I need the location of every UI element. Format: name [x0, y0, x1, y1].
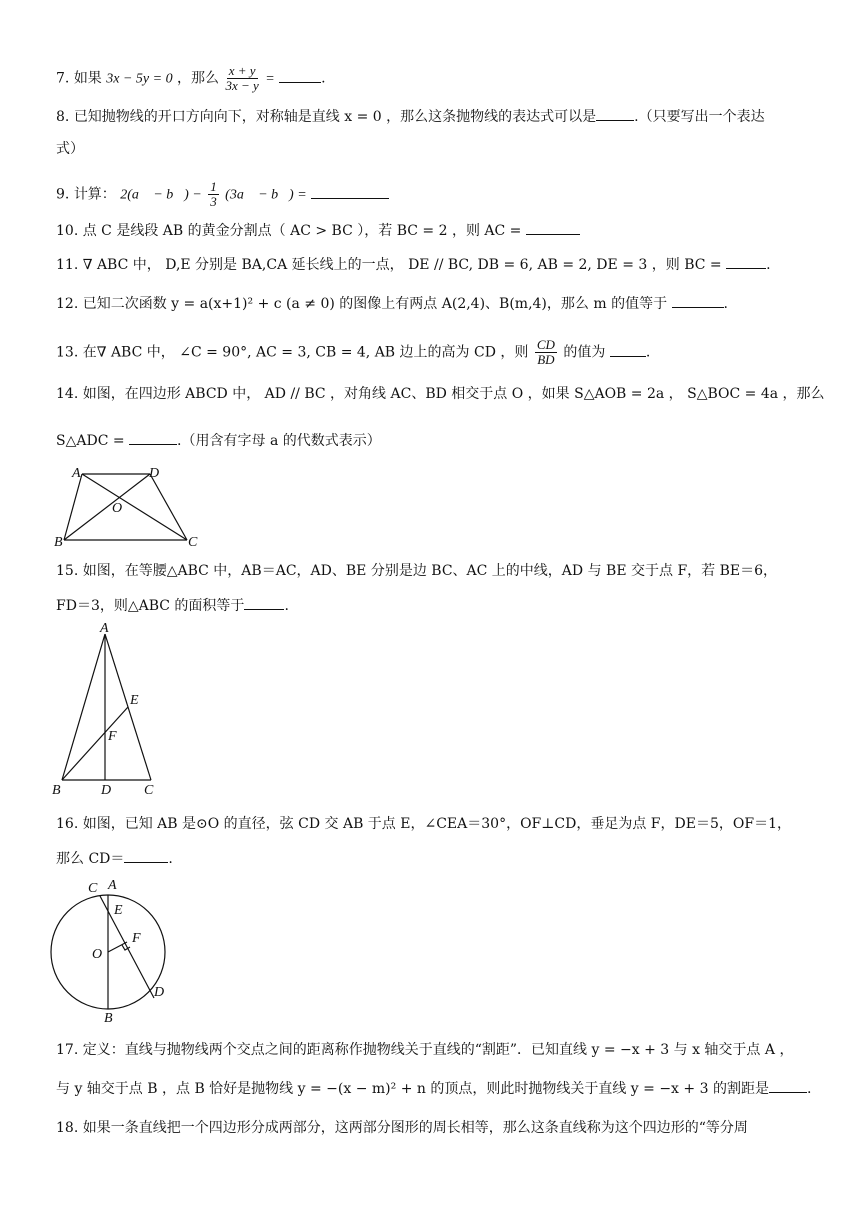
label-C: C [88, 881, 98, 896]
question-8 [56, 106, 765, 127]
q-text: .（只要写出一个表达 [634, 109, 765, 125]
q-number: 12. [56, 296, 79, 312]
label-C: C [188, 535, 198, 550]
q-number: 17. [56, 1042, 79, 1058]
label-O: O [112, 501, 123, 516]
answer-blank[interactable] [726, 254, 766, 269]
q-number: 7. [56, 70, 70, 87]
q-text: 点 C 是线段 AB 的黄金分割点（ AC > BC ），若 BC = 2 ，则 AC = [82, 223, 522, 239]
question-7 [56, 64, 326, 93]
answer-blank[interactable] [596, 106, 634, 121]
q-text: FD＝3，则△ABC 的面积等于 [56, 598, 245, 614]
q-text: 那么 CD＝ [56, 851, 125, 867]
q-number: 11. [56, 257, 79, 273]
q-text: 如图，在等腰△ABC 中，AB＝AC，AD、BE 分别是边 BC、AC 上的中线，AD 与 BE 交于点 F，若 BE＝6， [82, 563, 778, 579]
label-E: E [114, 903, 123, 918]
q-text: . [168, 851, 173, 867]
label-F: F [108, 729, 117, 744]
label-E: E [130, 693, 139, 708]
q-text: ∇ ABC 中， D,E 分别是 BA,CA 延长线上的一点， DE // BC, DB = 6, AB = 2, DE = 3 ，则 BC = [82, 257, 722, 273]
label-A: A [100, 621, 109, 636]
q-text: 已知抛物线的开口方向向下，对称轴是直线 x = 0 ，那么这条抛物线的表达式可以是 [73, 109, 597, 125]
label-A: A [108, 878, 117, 893]
question-8-cont [56, 139, 84, 159]
question-15-cont [56, 595, 289, 616]
question-13 [56, 338, 650, 367]
label-C: C [144, 783, 154, 798]
q-text: 定义：直线与抛物线两个交点之间的距离称作抛物线关于直线的“割距”．已知直线 y = −x + 3 与 x 轴交于点 A ， [82, 1042, 794, 1058]
q-math: S△ADC = [56, 433, 125, 449]
fraction [226, 64, 259, 93]
q-text: 如果 [73, 70, 102, 87]
answer-blank[interactable] [244, 595, 284, 610]
label-D: D [101, 783, 112, 798]
fraction [535, 338, 557, 367]
fraction-numerator: 1 [210, 179, 217, 194]
label-D: D [154, 985, 165, 1000]
answer-blank[interactable] [279, 68, 321, 83]
answer-blank[interactable] [610, 342, 646, 357]
q-text: 已知二次函数 y = a(x+1)² + c (a ≠ 0) 的图像上有两点 A(2,4)、B(m,4)，那么 m 的值等于 [82, 296, 668, 312]
q-number: 10. [56, 223, 79, 239]
q-text: 式） [56, 141, 84, 157]
label-F: F [132, 931, 141, 946]
q-text: . [806, 1081, 812, 1097]
question-18 [56, 1118, 748, 1138]
q-number: 16. [56, 816, 79, 832]
label-O: O [92, 947, 103, 962]
q-math: (3a⃗ − b⃗) = [225, 187, 307, 203]
q-text: 与 y 轴交于点 B ，点 B 恰好是抛物线 y = −(x − m)² + n 的顶点，则此时抛物线关于直线 y = −x + 3 的割距是 [56, 1081, 769, 1097]
q-text: . [321, 70, 326, 87]
question-12 [56, 293, 728, 314]
q-text: 如果一条直线把一个四边形分成两部分，这两部分图形的周长相等，那么这条直线称为这个四边形的“等分周 [82, 1120, 748, 1136]
q-text: 的值为 [563, 344, 606, 361]
q-text: 如图，已知 AB 是⊙O 的直径，弦 CD 交 AB 于点 E，∠CEA＝30°，OF⊥CD，垂足为点 F，DE＝5，OF＝1， [82, 816, 791, 832]
q-text: . [766, 257, 771, 273]
q-text: ，那么 [177, 70, 220, 87]
question-11 [56, 254, 771, 275]
fraction-denominator: BD [537, 352, 555, 367]
q-text: 计算： [73, 186, 116, 203]
question-10 [56, 220, 580, 241]
figure-15-triangle [48, 618, 168, 803]
label-B: B [104, 1011, 113, 1024]
q-text: . [645, 344, 651, 361]
question-17 [56, 1040, 793, 1060]
answer-blank[interactable] [129, 430, 177, 445]
fraction [208, 180, 219, 209]
q-number: 15. [56, 563, 79, 579]
question-17-cont [56, 1078, 811, 1099]
q-math: 3x − 5y = 0 [106, 71, 173, 87]
q-math: 2(a⃗ − b⃗) − [120, 187, 202, 203]
q-text: . [284, 598, 289, 614]
answer-blank[interactable] [672, 293, 724, 308]
q-number: 14. [56, 386, 79, 402]
answer-blank[interactable] [311, 184, 389, 199]
fraction-numerator: x + y [228, 63, 256, 78]
label-B: B [52, 783, 61, 798]
q-number: 13. [56, 344, 79, 361]
label-D: D [149, 466, 160, 481]
figure-16-circle [44, 872, 184, 1024]
fraction-denominator: 3x − y [225, 78, 259, 93]
fraction-numerator: CD [536, 337, 555, 352]
question-16 [56, 814, 791, 834]
question-16-cont [56, 848, 173, 869]
question-14 [56, 384, 825, 404]
q-number: 9. [56, 186, 70, 203]
figure-14-trapezoid [52, 462, 212, 552]
label-A: A [72, 466, 81, 481]
q-text: .（用含有字母 a 的代数式表示） [177, 433, 381, 449]
q-number: 8. [56, 109, 70, 125]
answer-blank[interactable] [124, 848, 168, 863]
question-9 [56, 180, 389, 209]
q-text: 在∇ ABC 中， ∠C = 90°, AC = 3, CB = 4, AB 边上的高为 CD ，则 [82, 344, 529, 361]
q-number: 18. [56, 1120, 79, 1136]
answer-blank[interactable] [526, 220, 580, 235]
fraction-denominator: 3 [210, 194, 217, 209]
q-math: = [265, 71, 275, 87]
question-15 [56, 561, 777, 581]
q-text: . [723, 296, 728, 312]
question-14-cont [56, 430, 381, 451]
answer-blank[interactable] [769, 1078, 807, 1093]
label-B: B [54, 535, 63, 550]
q-text: 如图，在四边形 ABCD 中， AD // BC ，对角线 AC、BD 相交于点 O ，如果 S△AOB = 2a ， S△BOC = 4a ，那么 [82, 386, 825, 402]
